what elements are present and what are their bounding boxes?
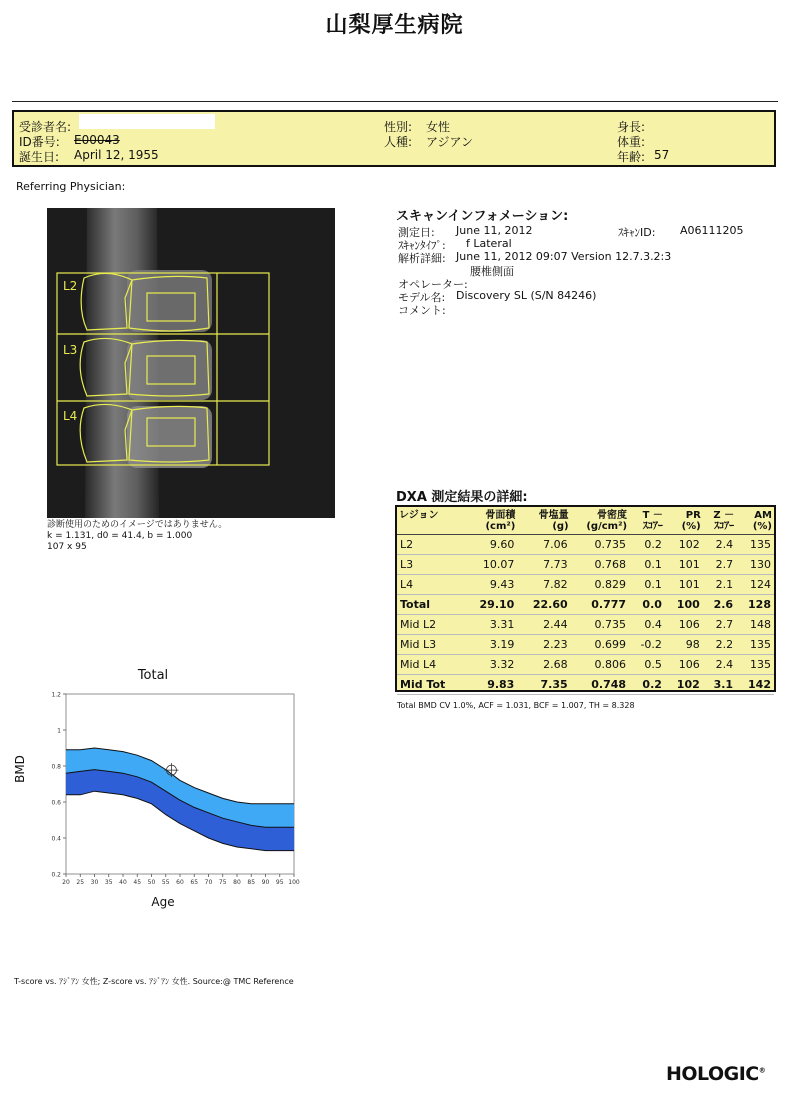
dxa-col-header-main: AM [754, 510, 772, 521]
dxa-col-header [703, 507, 736, 535]
dxa-cell: 3.19 [464, 635, 517, 655]
dxa-cell: 128 [736, 595, 774, 615]
dxa-table-row [397, 635, 774, 655]
dxa-cell: 2.44 [517, 615, 570, 635]
dxa-cell: L3 [397, 555, 464, 575]
dxa-cell: 3.1 [703, 675, 736, 695]
model-value: Discovery SL (S/N 84246) [456, 289, 597, 302]
patient-race-value: アジアン [426, 135, 474, 149]
dxa-header-row [397, 507, 774, 535]
dxa-cell: 7.73 [517, 555, 570, 575]
dxa-col-header [571, 507, 629, 535]
scan-date-row [396, 224, 776, 237]
dxa-cell: 0.829 [571, 575, 629, 595]
dxa-table-row [397, 575, 774, 595]
dxa-cell: L4 [397, 575, 464, 595]
operator-label: オペレーター: [398, 278, 468, 291]
scan-date-label: 測定日: [398, 226, 435, 239]
comment-row [396, 302, 776, 315]
patient-id-value: E00043 [74, 133, 120, 147]
x-tick-label: 35 [104, 879, 113, 886]
dxa-cell: 2.7 [703, 555, 736, 575]
dxa-col-header-main: 骨塩量 [538, 510, 569, 521]
dxa-col-header [397, 507, 464, 535]
dxa-col-header-unit: (g) [552, 521, 569, 532]
patient-id-label: ID番号: [19, 135, 60, 149]
x-tick-label: 55 [161, 879, 170, 886]
dxa-col-header-main: T － [642, 510, 663, 521]
dxa-table-row [397, 595, 774, 615]
dxa-footnote: Total BMD CV 1.0%, ACF = 1.031, BCF = 1.007, TH = 8.328 [397, 701, 635, 710]
x-tick-label: 85 [247, 879, 256, 886]
dxa-col-header-unit: (cm²) [485, 521, 516, 532]
dxa-col-header-unit: (g/cm²) [586, 521, 628, 532]
dxa-col-header [517, 507, 570, 535]
x-tick-label: 25 [76, 879, 85, 886]
patient-name-label: 受診者名: [19, 120, 72, 134]
x-tick-label: 40 [119, 879, 127, 886]
dxa-cell: 3.31 [464, 615, 517, 635]
dxa-cell: 0.735 [571, 535, 629, 555]
patient-dob-value: April 12, 1955 [74, 148, 159, 162]
dxa-cell: Mid Tot [397, 675, 464, 695]
image-params: k = 1.131, d0 = 41.4, b = 1.000 [47, 531, 193, 541]
dxa-cell: 0.748 [571, 675, 629, 695]
chart-x-axis-label: Age [151, 895, 175, 909]
dxa-col-header-main: 骨密度 [597, 510, 628, 521]
dxa-cell: 10.07 [464, 555, 517, 575]
dxa-cell: 2.1 [703, 575, 736, 595]
dxa-cell: 106 [665, 615, 703, 635]
dxa-table-row [397, 535, 774, 555]
scan-id-label: ｽｷｬﾝID: [618, 226, 656, 239]
region-label-l2: L2 [63, 279, 78, 293]
x-tick-label: 70 [204, 879, 213, 886]
model-row [396, 289, 776, 302]
patient-age-label: 年齢: [617, 150, 646, 164]
redaction-box [79, 114, 215, 129]
dxa-cell: 0.777 [571, 595, 629, 615]
dxa-cell: 9.83 [464, 675, 517, 695]
y-tick-label: 0.2 [51, 871, 61, 879]
y-tick-label: 0.4 [51, 835, 61, 843]
dxa-cell: 7.06 [517, 535, 570, 555]
analysis-label: 解析詳細: [398, 252, 446, 265]
dxa-cell: 22.60 [517, 595, 570, 615]
dxa-cell: 2.7 [703, 615, 736, 635]
x-tick-label: 45 [133, 879, 142, 886]
dxa-results-table [397, 507, 774, 695]
patient-race-label: 人種: [384, 135, 413, 149]
hospital-name: 山梨厚生病院 [325, 13, 464, 38]
comment-label: コメント: [398, 304, 446, 317]
dxa-cell: 2.2 [703, 635, 736, 655]
patient-height-label: 身長: [617, 120, 646, 134]
dxa-cell: 2.4 [703, 655, 736, 675]
dxa-col-header-unit: ｽｺｱｰ [714, 521, 735, 532]
brand-registered-mark: ® [758, 1066, 766, 1075]
y-tick-label: 0.8 [51, 763, 61, 771]
dxa-table-row [397, 655, 774, 675]
dxa-col-header [736, 507, 774, 535]
hologic-logo [666, 1063, 765, 1085]
dxa-cell: 0.735 [571, 615, 629, 635]
dxa-col-header-main: 骨面積 [485, 510, 516, 521]
dxa-results-title: DXA 測定結果の詳細: [396, 490, 528, 505]
x-tick-label: 20 [62, 879, 70, 886]
y-tick-label: 1.2 [51, 691, 61, 699]
scan-type-label: ｽｷｬﾝﾀｲﾌﾟ: [398, 239, 446, 252]
dxa-cell: 29.10 [464, 595, 517, 615]
dxa-cell: 101 [665, 555, 703, 575]
patient-age-value: 57 [654, 148, 670, 162]
header-divider [12, 101, 778, 102]
dxa-cell: 0.1 [629, 575, 665, 595]
operator-row [396, 276, 776, 289]
spine-scan-image [47, 208, 335, 518]
dxa-table-row [397, 615, 774, 635]
analysis-row [396, 250, 776, 263]
dxa-cell: 106 [665, 655, 703, 675]
chart-y-axis-label: BMD [12, 755, 27, 783]
analysis-value: June 11, 2012 09:07 Version 12.7.3.2:3 [456, 250, 672, 263]
dxa-table-body [397, 535, 774, 695]
dxa-cell: 124 [736, 575, 774, 595]
x-tick-label: 90 [261, 879, 270, 886]
y-tick-label: 0.6 [51, 799, 61, 807]
reference-note: T-score vs. ｱｼﾞｱﾝ 女性; Z-score vs. ｱｼﾞｱﾝ 女性. Source:@ TMC Reference [14, 977, 294, 986]
scan-type-row [396, 237, 776, 250]
patient-weight-label: 体重: [617, 135, 646, 149]
y-tick-label: 1 [57, 727, 61, 735]
spine-scan-svg [47, 208, 335, 518]
x-tick-label: 50 [147, 879, 156, 886]
dxa-cell: 7.35 [517, 675, 570, 695]
image-disclaimer: 診断使用のためのイメージではありません。 [47, 520, 228, 530]
dxa-results-box [395, 505, 776, 692]
dxa-col-header [464, 507, 517, 535]
dxa-cell: 98 [665, 635, 703, 655]
dxa-cell: 0.5 [629, 655, 665, 675]
dxa-cell: Mid L3 [397, 635, 464, 655]
dxa-cell: 0.4 [629, 615, 665, 635]
dxa-col-header-unit: ｽｺｱｰ [642, 521, 663, 532]
dxa-cell: 142 [736, 675, 774, 695]
dxa-cell: 2.6 [703, 595, 736, 615]
dxa-cell: 0.2 [629, 535, 665, 555]
dxa-cell: 0.2 [629, 675, 665, 695]
dxa-col-header-main: レジョン [399, 510, 439, 521]
patient-sex-value: 女性 [426, 120, 451, 134]
x-tick-label: 30 [90, 879, 99, 886]
dxa-cell: 102 [665, 535, 703, 555]
dxa-col-header-unit: (%) [752, 521, 772, 532]
dxa-table-row [397, 675, 774, 695]
dxa-cell: 9.60 [464, 535, 517, 555]
dxa-cell: 7.82 [517, 575, 570, 595]
dxa-cell: 0.806 [571, 655, 629, 675]
x-tick-label: 75 [218, 879, 227, 886]
brand-name: HOLOGIC [666, 1063, 759, 1085]
chart-title: Total [137, 668, 169, 683]
dxa-cell: 0.1 [629, 555, 665, 575]
dxa-cell: 2.68 [517, 655, 570, 675]
dxa-cell: 135 [736, 655, 774, 675]
dxa-cell: Total [397, 595, 464, 615]
patient-dob-label: 誕生日: [19, 150, 60, 164]
dxa-cell: 135 [736, 635, 774, 655]
x-tick-label: 80 [233, 879, 241, 886]
dxa-cell: 0.699 [571, 635, 629, 655]
x-tick-label: 60 [176, 879, 184, 886]
scan-date-value: June 11, 2012 [456, 224, 533, 237]
image-notes [47, 520, 227, 553]
patient-info-box [12, 110, 776, 167]
analysis-sub-value: 腰椎側面 [470, 265, 514, 278]
dxa-cell: Mid L4 [397, 655, 464, 675]
image-size: 107 x 95 [47, 542, 87, 552]
model-label: モデル名: [398, 291, 446, 304]
dxa-cell: 130 [736, 555, 774, 575]
patient-sex-label: 性別: [384, 120, 413, 134]
dxa-cell: 0.768 [571, 555, 629, 575]
dxa-cell: 2.23 [517, 635, 570, 655]
dxa-cell: 101 [665, 575, 703, 595]
dxa-cell: 100 [665, 595, 703, 615]
dxa-cell: 2.4 [703, 535, 736, 555]
dxa-col-header [629, 507, 665, 535]
dxa-cell: Mid L2 [397, 615, 464, 635]
dxa-col-header-main: Z － [713, 510, 735, 521]
dxa-cell: L2 [397, 535, 464, 555]
x-tick-label: 65 [190, 879, 199, 886]
x-tick-label: 100 [288, 879, 300, 886]
analysis-sub-row [396, 263, 776, 276]
dxa-cell: -0.2 [629, 635, 665, 655]
dxa-col-header-unit: (%) [681, 521, 701, 532]
referring-physician-label: Referring Physician: [16, 180, 126, 193]
dxa-col-header [665, 507, 703, 535]
dxa-col-header-main: PR [685, 510, 701, 521]
dxa-cell: 3.32 [464, 655, 517, 675]
dxa-table-row [397, 555, 774, 575]
scan-id-value: A06111205 [680, 224, 744, 237]
bmd-age-chart [12, 686, 312, 890]
dxa-cell: 0.0 [629, 595, 665, 615]
dxa-cell: 102 [665, 675, 703, 695]
scan-type-value: f Lateral [466, 237, 512, 250]
region-label-l3: L3 [63, 343, 78, 357]
dxa-cell: 148 [736, 615, 774, 635]
dxa-cell: 9.43 [464, 575, 517, 595]
scan-information [396, 205, 776, 315]
region-label-l4: L4 [63, 409, 78, 423]
dxa-cell: 135 [736, 535, 774, 555]
x-tick-label: 95 [275, 879, 284, 886]
scan-info-heading: スキャンインフォメーション: [396, 209, 569, 224]
